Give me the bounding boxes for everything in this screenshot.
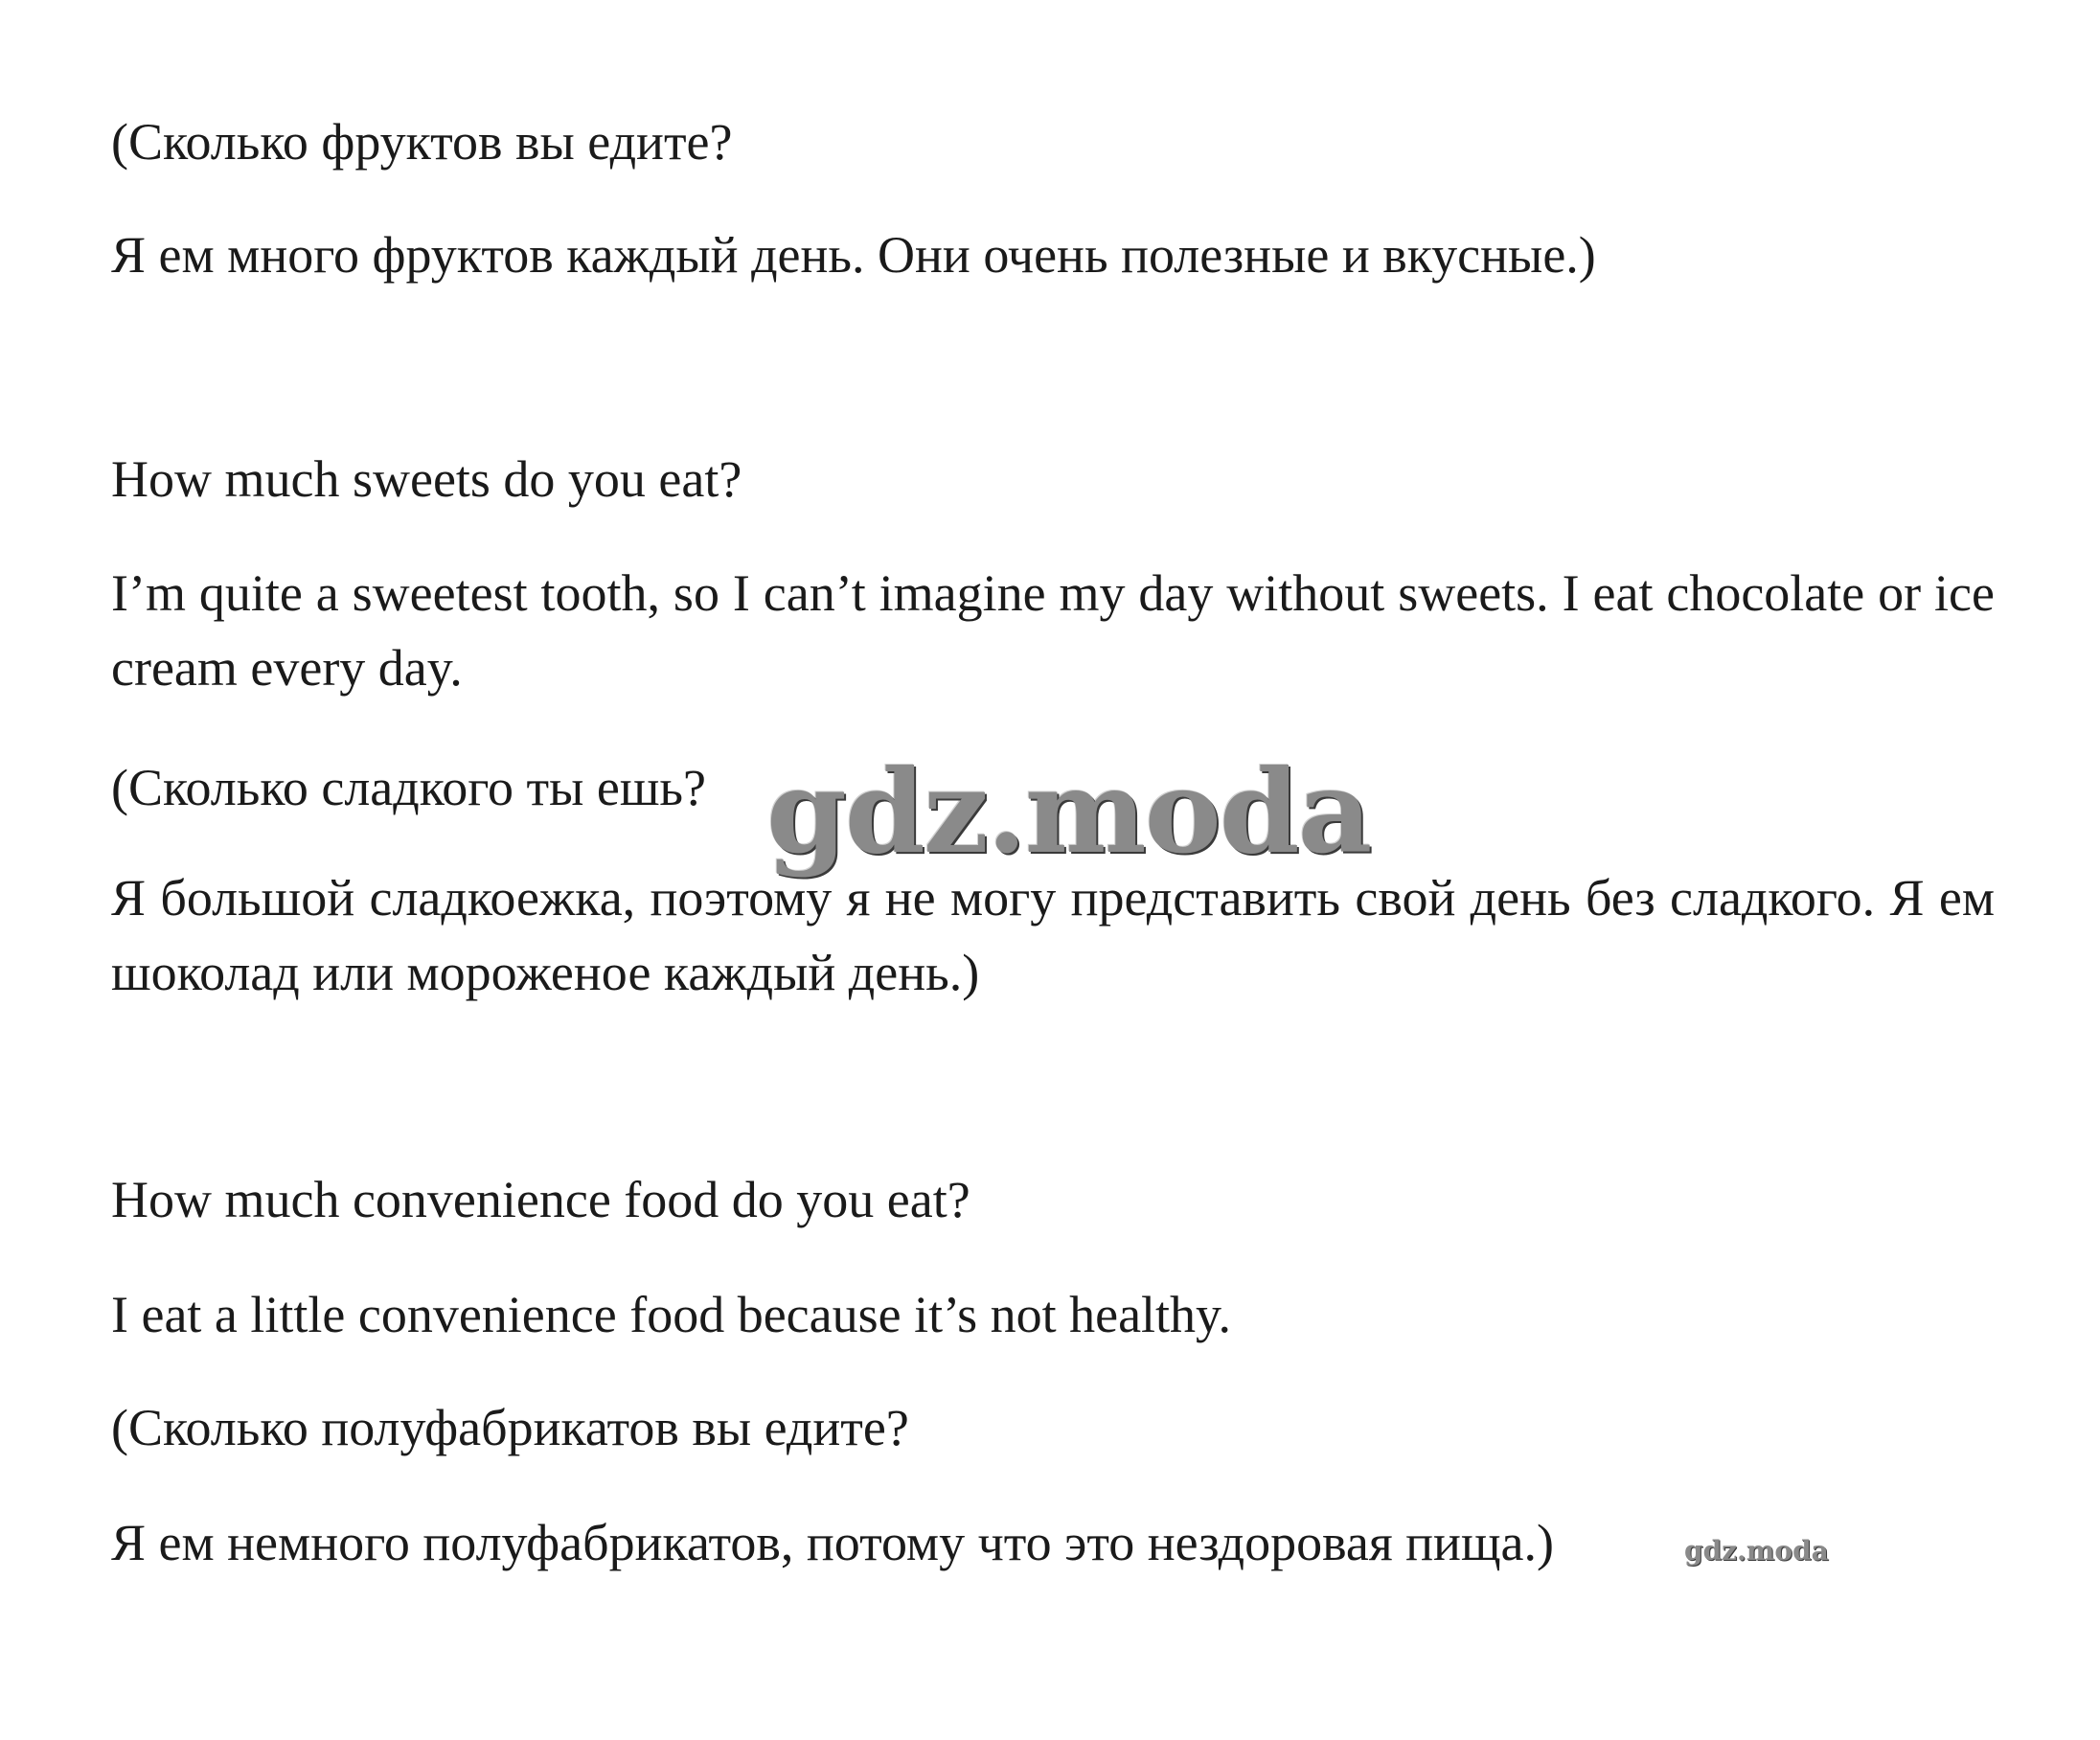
sweets-answer-en: I’m quite a sweetest tooth, so I can’t imagine my day without sweets. I eat chocolate or ice cream every day. [111, 564, 1995, 697]
watermark-logo-small: gdz.moda [1684, 1535, 1829, 1567]
sweets-question-ru: (Сколько сладкого ты ешь? [111, 759, 707, 816]
convenience-question-ru: (Сколько полуфабрикатов вы едите? [111, 1399, 909, 1456]
convenience-question-en: How much convenience food do you eat? [111, 1171, 970, 1228]
fruits-answer-ru: Я ем много фруктов каждый день. Они очень полезные и вкусные.) [111, 226, 1596, 284]
convenience-answer-ru: Я ем немного полуфабрикатов, потому что это нездоровая пища.) [111, 1514, 1554, 1571]
sweets-answer-ru: Я большой сладкоежка, поэтому я не могу представить свой день без сладкого. Я ем шоколад или мороженое каждый день.) [111, 869, 1995, 1001]
sweets-question-en: How much sweets do you eat? [111, 450, 742, 508]
watermark-logo: gdz.moda [766, 744, 1371, 880]
convenience-answer-en: I eat a little convenience food because it’s not healthy. [111, 1286, 1232, 1343]
fruits-question-ru: (Сколько фруктов вы едите? [111, 113, 733, 171]
